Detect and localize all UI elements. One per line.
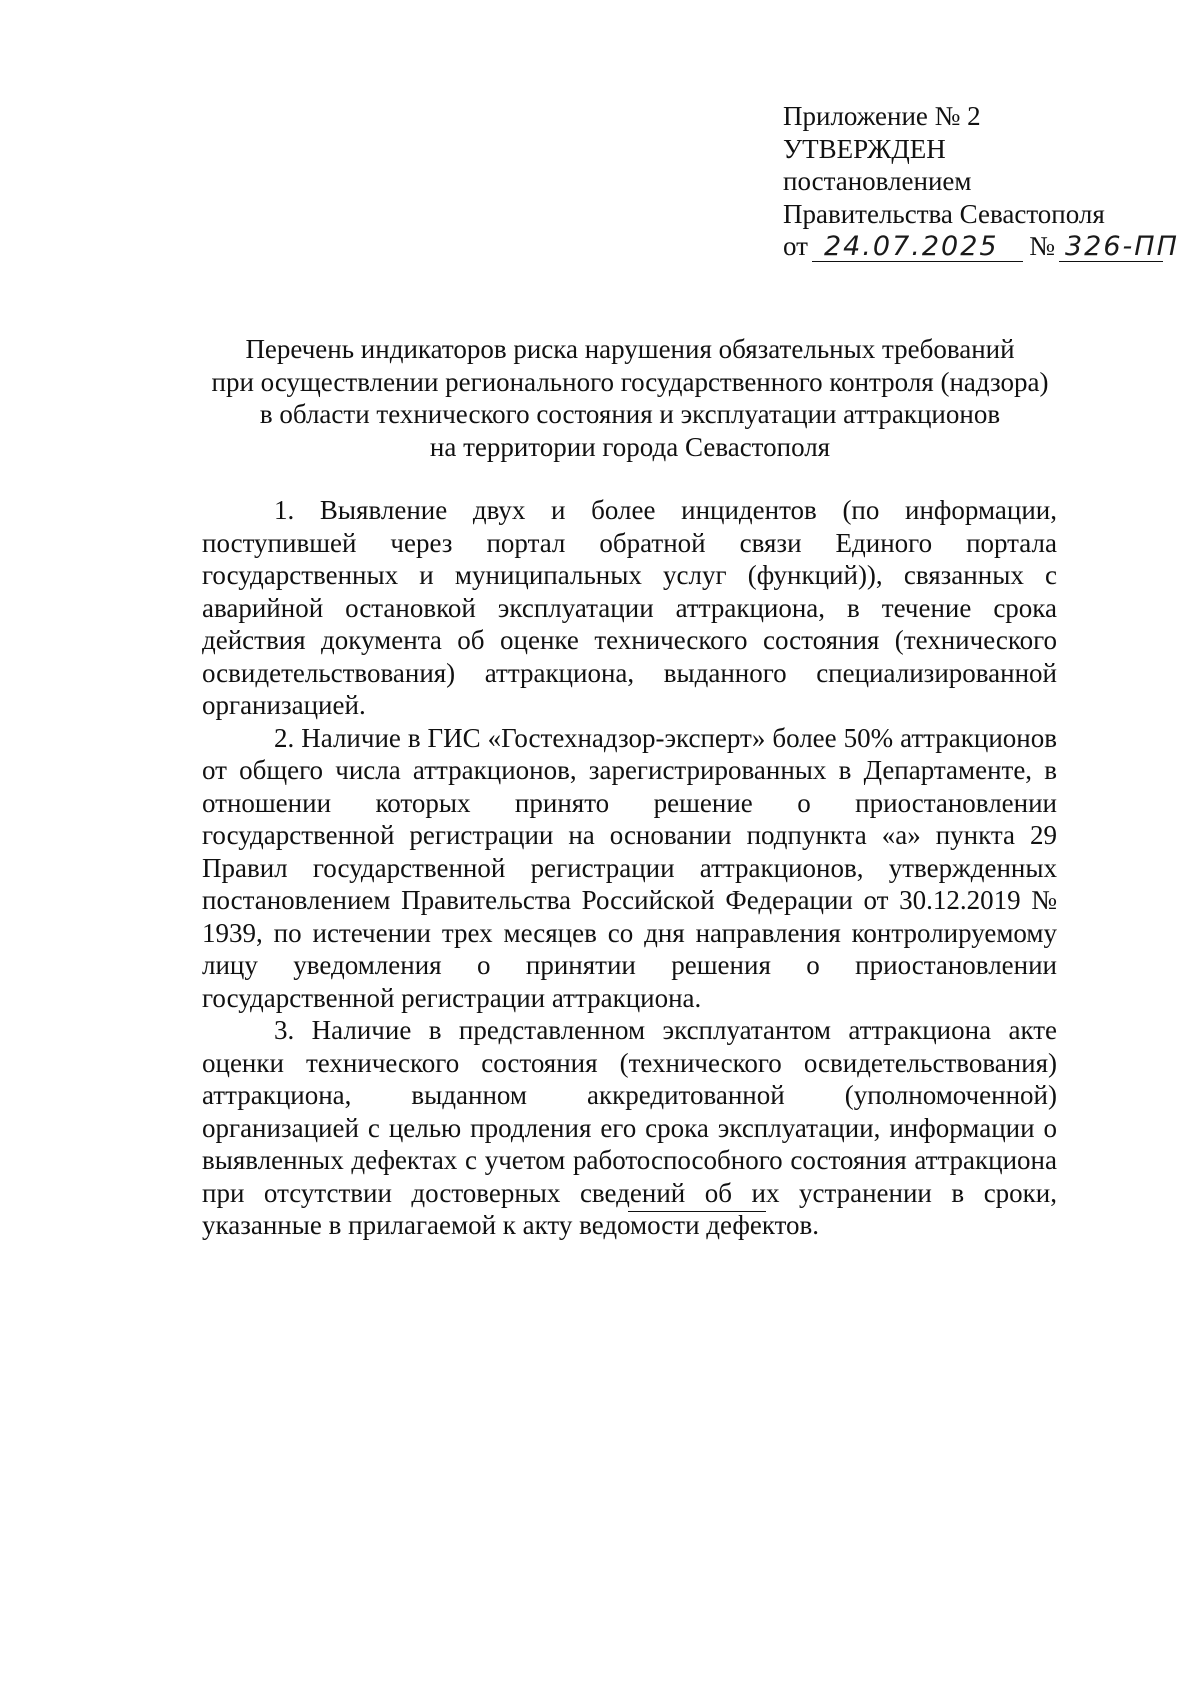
title-line-3: в области технического состояния и эксплуатации аттракционов: [259, 399, 1001, 429]
decree-label: постановлением: [783, 166, 972, 196]
number-prefix: №: [1029, 231, 1055, 261]
approved-label: УТВЕРЖДЕН: [783, 133, 946, 164]
date-number-line: [783, 230, 1179, 263]
handwritten-number: 326-ПП: [1059, 233, 1163, 262]
handwritten-date: 24.07.2025: [812, 233, 1023, 262]
document-body: [202, 494, 1057, 1242]
approval-block: [783, 100, 1179, 263]
title-line-2: при осуществлении регионального государственного контроля (надзора): [211, 366, 1049, 397]
risk-indicator-3: 3. Наличие в представленном эксплуатантом аттракциона акте оценки технического состояния (технического освидетельствования) аттракциона, выданном аккредитованной (уполномоченной) организацией с целью продления его срока эксплуатации, информации о выявленных дефектах с учетом работоспособного состояния аттракциона при отсутствии достоверных сведений об их устранении в сроки, указанные в прилагаемой к акту ведомости дефектов.: [202, 1015, 1057, 1240]
title-line-1: Перечень индикаторов риска нарушения обязательных требований: [245, 334, 1015, 364]
risk-indicator-2: 2. Наличие в ГИС «Гостехнадзор-эксперт» более 50% аттракционов от общего числа аттракционов, зарегистрированных в Департаменте, в отношении которых принято решение о приостановлении государственной регистрации на основании подпункта «а» пункта 29 Правил государственной регистрации аттракционов, утвержденных постановлением Правительства Российской Федерации от 30.12.2019 № 1939, по истечении трех месяцев со дня направления контролируемому лицу уведомления о принятии решения о приостановлении государственной регистрации аттракциона.: [202, 722, 1057, 1013]
end-divider: [628, 1211, 766, 1212]
document-title: [200, 333, 1060, 463]
appendix-label: Приложение № 2: [783, 101, 981, 131]
title-line-4: на территории города Севастополя: [429, 431, 831, 462]
authority-label: Правительства Севастополя: [783, 198, 1105, 229]
risk-indicator-1: 1. Выявление двух и более инцидентов (по информации, поступившей через портал обратной связи Единого портала государственных и муниципальных услуг (функций)), связанных с аварийной остановкой эксплуатации аттракциона, в течение срока действия документа об оценке технического состояния (технического освидетельствования) аттракциона, выданного специализированной организацией.: [202, 495, 1057, 720]
date-prefix: от: [783, 231, 808, 261]
